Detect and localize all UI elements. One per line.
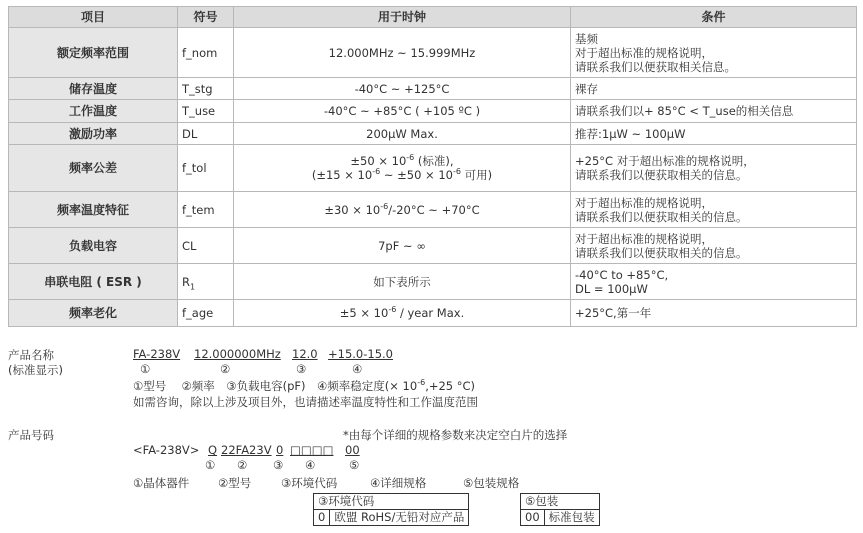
condition-line: 基频 [575, 31, 598, 46]
table-row [9, 192, 857, 228]
product-code-legend: ②型号 [218, 476, 252, 490]
row-item: 频率公差 [9, 145, 178, 192]
row-value: $\pm 30 \times 10^{-6}/-20^\circ C$ ~ +70°C [234, 192, 571, 228]
table-row [9, 300, 857, 327]
product-code-marker: ③ [273, 458, 284, 472]
row-item: 负载电容 [9, 228, 178, 264]
header-condition: 条件 [571, 7, 857, 28]
product-name-marker: ④ [352, 362, 363, 376]
env-code-desc: 欧盟 RoHS/无铅对应产品 [330, 510, 469, 526]
spec-table [8, 6, 857, 327]
table-row [9, 145, 857, 192]
table-row [9, 100, 857, 123]
product-name-part: +15.0-15.0 [328, 347, 393, 361]
product-code-legend: ④详细规格 [370, 476, 427, 490]
row-symbol: f_tol [178, 145, 234, 192]
condition-line: 对于超出标准的规格说明， [575, 231, 713, 246]
condition-line: -40°C to +85°C, [575, 267, 669, 282]
value-line: ($\pm 15 \times 10^{-6}$ ~ $\pm 50 \times 10^{-6}$ 可用) [311, 167, 493, 182]
env-code-title: ③环境代码 [314, 494, 469, 510]
row-condition: +25°C,第一年 [571, 300, 857, 327]
condition-line: 请联系我们以便获取相关信息。 [575, 59, 736, 74]
row-value: 12.000MHz ~ 15.999MHz [234, 28, 571, 78]
row-symbol: T_stg [178, 78, 234, 100]
row-value: -40°C ~ +125°C [234, 78, 571, 100]
table-row [9, 228, 857, 264]
pack-code-desc: 标准包装 [544, 510, 599, 526]
product-code-pack: 00 [345, 443, 360, 457]
env-code-value: 0 [314, 510, 330, 526]
product-code-marker: ② [237, 458, 248, 472]
header-value: 用于时钟 [234, 7, 571, 28]
row-condition [571, 145, 857, 192]
condition-line: 对于超出标准的规格说明， [575, 195, 713, 210]
row-symbol: $R_1$ [178, 264, 234, 300]
product-code-legend: ①晶体器件 [133, 476, 190, 490]
condition-line: 请联系我们以便获取相关的信息。 [575, 209, 748, 224]
pack-code-value: 00 [521, 510, 545, 526]
condition-line: 对于超出标准的规格说明， [575, 45, 713, 60]
condition-line: +25°C 对于超出标准的规格说明， [575, 154, 755, 168]
pack-code-table [520, 493, 600, 526]
product-name-part: 12.0 [292, 347, 318, 361]
table-header-row [9, 7, 857, 28]
row-condition [571, 228, 857, 264]
row-item: 储存温度 [9, 78, 178, 100]
header-symbol: 符号 [178, 7, 234, 28]
row-item: 频率温度特征 [9, 192, 178, 228]
product-code-q: Q [208, 443, 218, 457]
table-row [9, 123, 857, 145]
row-value: 7pF ~ ∞ [234, 228, 571, 264]
condition-line: 请联系我们以便获取相关的信息。 [575, 245, 748, 260]
row-value: -40°C ~ +85°C ( +105 ºC ) [234, 100, 571, 123]
condition-line: DL = 100μW [575, 281, 648, 296]
product-code-legend: ⑤包装规格 [463, 476, 520, 490]
product-code-marker: ④ [305, 458, 316, 472]
row-symbol: f_age [178, 300, 234, 327]
table-row [9, 28, 857, 78]
env-code-table [313, 493, 469, 526]
product-name-marker: ② [220, 362, 231, 376]
product-code-blanks: □□□□ [290, 443, 334, 457]
table-row [9, 264, 857, 300]
product-code-prefix: <FA-238V> [133, 443, 200, 457]
row-value: 如下表所示 [234, 264, 571, 300]
row-value [234, 145, 571, 192]
product-name-part: 12.000000MHz [194, 347, 281, 361]
table-row [9, 78, 857, 100]
row-condition [571, 264, 857, 300]
row-condition [571, 28, 857, 78]
product-code-main: 22FA23V [221, 443, 272, 457]
row-condition: 裸存 [571, 78, 857, 100]
product-name-legend: ①型号 ②频率 ③负载电容(pF) ④频率稳定度(× $10^{-6},+25$ °C) [133, 378, 476, 393]
row-item: 频率老化 [9, 300, 178, 327]
row-symbol: DL [178, 123, 234, 145]
condition-line: 请联系我们以便获取相关的信息。 [575, 168, 748, 182]
product-name-marker: ① [140, 362, 151, 376]
product-number-note: *由每个详细的规格参数来决定空白片的选择 [343, 428, 568, 442]
row-condition: 请联系我们以+ 85°C < T_use的相关信息 [571, 100, 857, 123]
product-name-label: 产品名称 [8, 348, 54, 362]
pack-code-title: ⑤包装 [521, 494, 600, 510]
row-item: 激励功率 [9, 123, 178, 145]
product-name-part: FA-238V [133, 347, 181, 361]
product-number-label: 产品号码 [8, 428, 54, 442]
row-condition: 推荐:1μW ~ 100μW [571, 123, 857, 145]
product-code-env: 0 [276, 443, 284, 457]
product-name-marker: ③ [296, 362, 307, 376]
row-value: $\pm 5 \times 10^{-6}$ / year Max. [234, 300, 571, 327]
row-condition [571, 192, 857, 228]
header-item: 项目 [9, 7, 178, 28]
product-code-legend: ③环境代码 [281, 476, 338, 490]
row-value: 200μW Max. [234, 123, 571, 145]
product-code-marker: ⑤ [349, 458, 360, 472]
value-line: $\pm 50 \times 10^{-6}$ (标准), [350, 153, 454, 168]
product-name-note: 如需咨询，除以上涉及项目外，也请描述率温度特性和工作温度范围 [133, 395, 478, 409]
row-item: 串联电阻 ( ESR ) [9, 264, 178, 300]
product-code-marker: ① [205, 458, 216, 472]
row-symbol: f_tem [178, 192, 234, 228]
row-symbol: CL [178, 228, 234, 264]
row-item: 额定频率范围 [9, 28, 178, 78]
row-symbol: T_use [178, 100, 234, 123]
row-item: 工作温度 [9, 100, 178, 123]
row-symbol: f_nom [178, 28, 234, 78]
product-name-sublabel: (标准显示) [8, 363, 63, 377]
